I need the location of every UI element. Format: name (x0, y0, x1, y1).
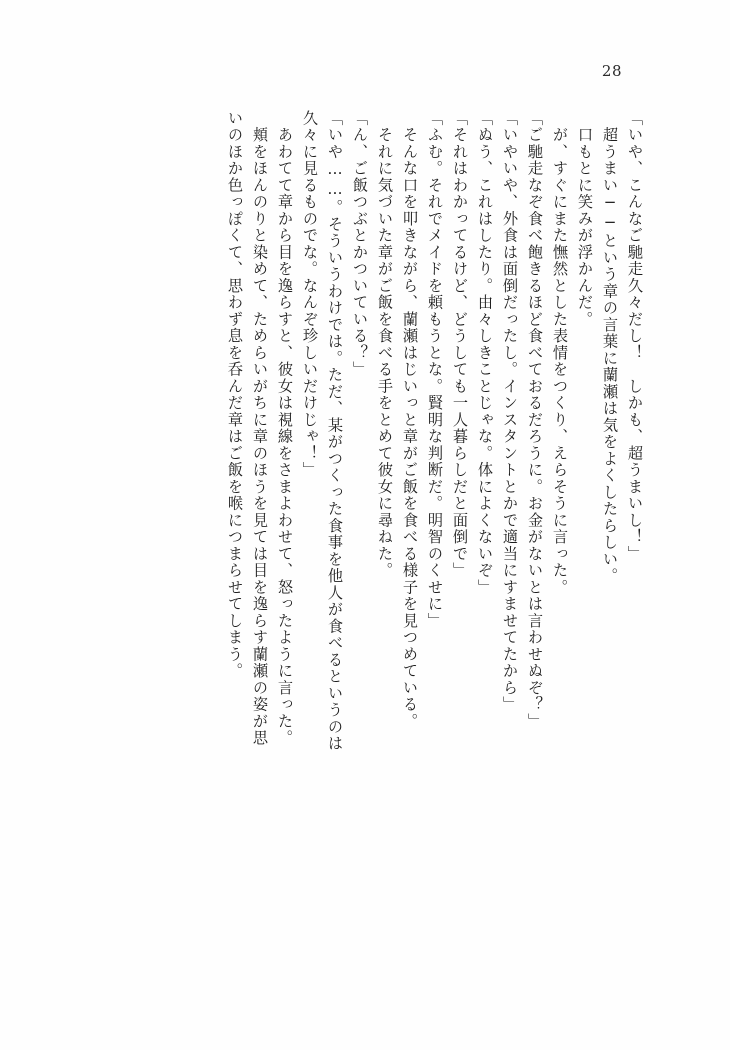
vertical-text-body (78, 110, 642, 988)
text-line: 「いや……。そういうわけでは。ただ、某がつくった食事を他人が食べるというのは (326, 110, 344, 753)
text-line: 頬をほんのりと染めて、ためらいがちに章のほうを見ては目を逸らす蘭瀬の姿が思 (251, 110, 269, 747)
text-line: 「いや、こんなご馳走久々だし！ しかも、超うまいし！」 (626, 110, 644, 563)
text-line: それに気づいた章がご飯を食べる手をとめて彼女に尋ねた。 (376, 110, 394, 579)
text-line: 「ぬう、これはしたり。由々しきことじゃな。体によくないぞ」 (476, 110, 494, 596)
text-line: 久々に見るものでな。なんぞ珍しいだけじゃ！」 (301, 110, 319, 479)
text-line: が、すぐにまた憮然とした表情をつくり、えらそうに言った。 (551, 110, 569, 596)
text-line: 「それはわかってるけど、どうしても一人暮らしだと面倒で」 (451, 110, 469, 579)
text-line: いのほか色っぽくて、思わず息を呑んだ章はご飯を喉につまらせてしまう。 (226, 110, 244, 680)
text-line: 超うまい──という章の言葉に蘭瀬は気をよくしたらしい。 (601, 110, 619, 585)
page-number: 28 (601, 62, 622, 80)
text-line: 「ふむ。それでメイドを頼もうとな。賢明な判断だ。明智のくせに」 (426, 110, 444, 630)
text-line: 「ん、ご飯つぶとかついている？」 (351, 110, 369, 378)
text-line: 「ご馳走なぞ食べ飽きるほど食べておるだろうに。お金がないとは言わせぬぞ？」 (526, 110, 544, 730)
text-line: 口もとに笑みが浮かんだ。 (576, 110, 594, 328)
text-line: そんな口を叩きながら、蘭瀬はじいっと章がご飯を食べる様子を見つめている。 (401, 110, 419, 730)
text-line: あわてて章から目を逸らすと、彼女は視線をさまよわせて、怒ったように言った。 (276, 110, 294, 747)
text-line: 「いやいや、外食は面倒だったし。インスタントとかで適当にすませてたから」 (501, 110, 519, 713)
